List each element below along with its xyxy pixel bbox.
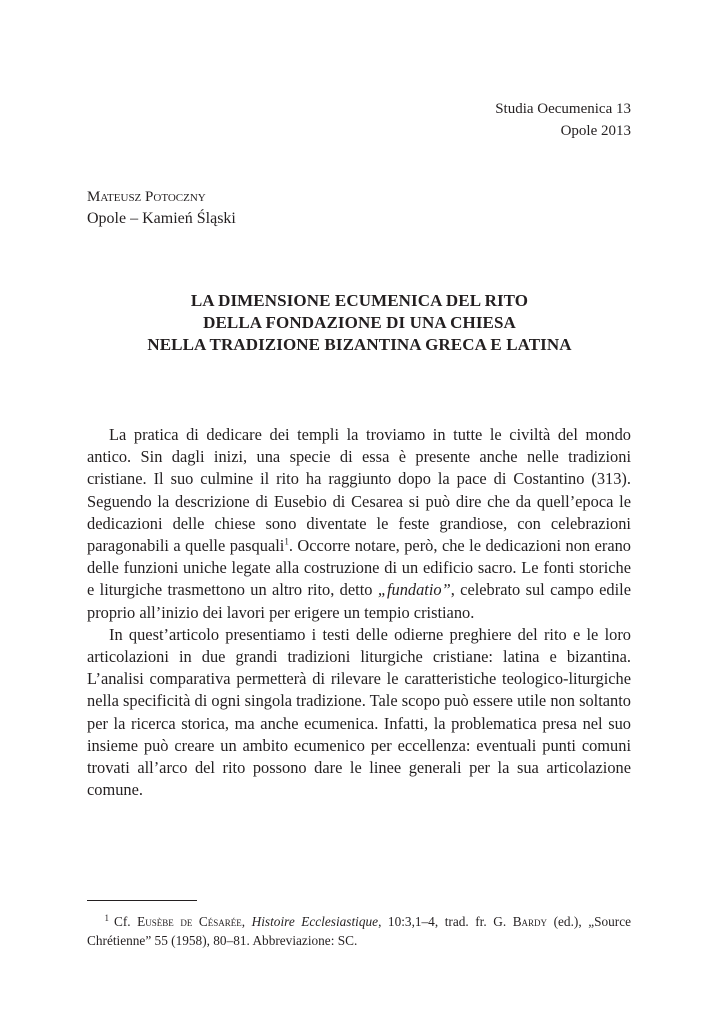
paragraph-1-text-c: , celebrato sul campo edile proprio all’inizio dei lavori per erigere un tempio cristiano.	[87, 580, 632, 622]
footnote-prefix: Cf.	[114, 914, 138, 929]
article-body	[87, 424, 631, 801]
footnote-middle: , 10:3,1–4, trad. fr. G.	[378, 914, 513, 929]
footnote-reference: 1	[284, 536, 289, 547]
footnote: 1 Cf. Eusèbe de Césarée, Histoire Ecclesiastique, 10:3,1–4, trad. fr. G. Bardy (ed.), „Source Chrétienne” 55 (1958), 80–81. Abbreviazione: SC.	[87, 912, 632, 948]
title-line-3: NELLA TRADIZIONE BIZANTINA GRECA E LATINA	[147, 335, 572, 354]
article-title	[70, 290, 649, 356]
journal-place-year: Opole 2013	[560, 123, 631, 139]
paragraph-1	[87, 424, 631, 624]
footnote-translator: Bardy	[512, 914, 548, 929]
journal-header	[495, 98, 631, 142]
author-block	[87, 186, 236, 230]
paragraph-2: In quest’articolo presentiamo i testi delle odierne preghiere del rito e le loro articolazioni in due grandi tradizioni liturgiche cristiane: latina e bizantina. L’analisi comparativa permetterà di rilevare le caratteristiche teologico-liturgiche nella specificità di ogni singola tradizione. Tale scopo può essere utile non soltanto per la ricerca storica, ma anche ecumenica. Infatti, la problematica presa nel suo insieme può creare un ambito ecumenico per eccellenza: eventuali punti comuni trovati all’arco del rito possono dare le linee generali per la sua articolazione comune.	[87, 624, 631, 800]
footnote-suffix: (ed.), „Source Chrétienne” 55 (1958), 80–81. Abbreviazione: SC.	[87, 914, 632, 948]
journal-name: Studia Oecumenica 13	[495, 101, 631, 117]
paragraph-1-text-b: . Occorre notare, però, che le dedicazioni non erano delle funzioni uniche legate alla costruzione di un edificio sacro. Le fonti storiche e liturgiche trasmettono un altro rito, detto	[87, 536, 631, 600]
author-affiliation: Opole – Kamień Śląski	[87, 210, 236, 227]
footnote-separator	[87, 900, 197, 901]
paragraph-1-text-a: La pratica di dedicare dei templi la troviamo in tutte le civiltà del mondo antico. Sin dagli inizi, una specie di essa è presente anche nelle tradizioni cristiane. Il suo culmine il rito ha raggiunto dopo la pace di Costantino (313). Seguendo la descrizione di Eusebio di Cesarea si può dire che da quell’epoca le dedicazioni delle chiese sono diventate le feste grandiose, con celebrazioni paragonabili a quelle pasquali	[87, 425, 631, 556]
footnote-author: Eusèbe de Césarée	[137, 914, 242, 929]
title-line-2: DELLA FONDAZIONE DI UNA CHIESA	[203, 313, 516, 332]
paragraph-1-italic-term: „fundatio”	[377, 580, 451, 600]
footnote-sep: ,	[241, 914, 252, 929]
footnote-work-title: Histoire Ecclesiastique	[251, 914, 379, 929]
title-line-1: LA DIMENSIONE ECUMENICA DEL RITO	[190, 291, 529, 310]
author-name: Mateusz Potoczny	[87, 189, 206, 205]
